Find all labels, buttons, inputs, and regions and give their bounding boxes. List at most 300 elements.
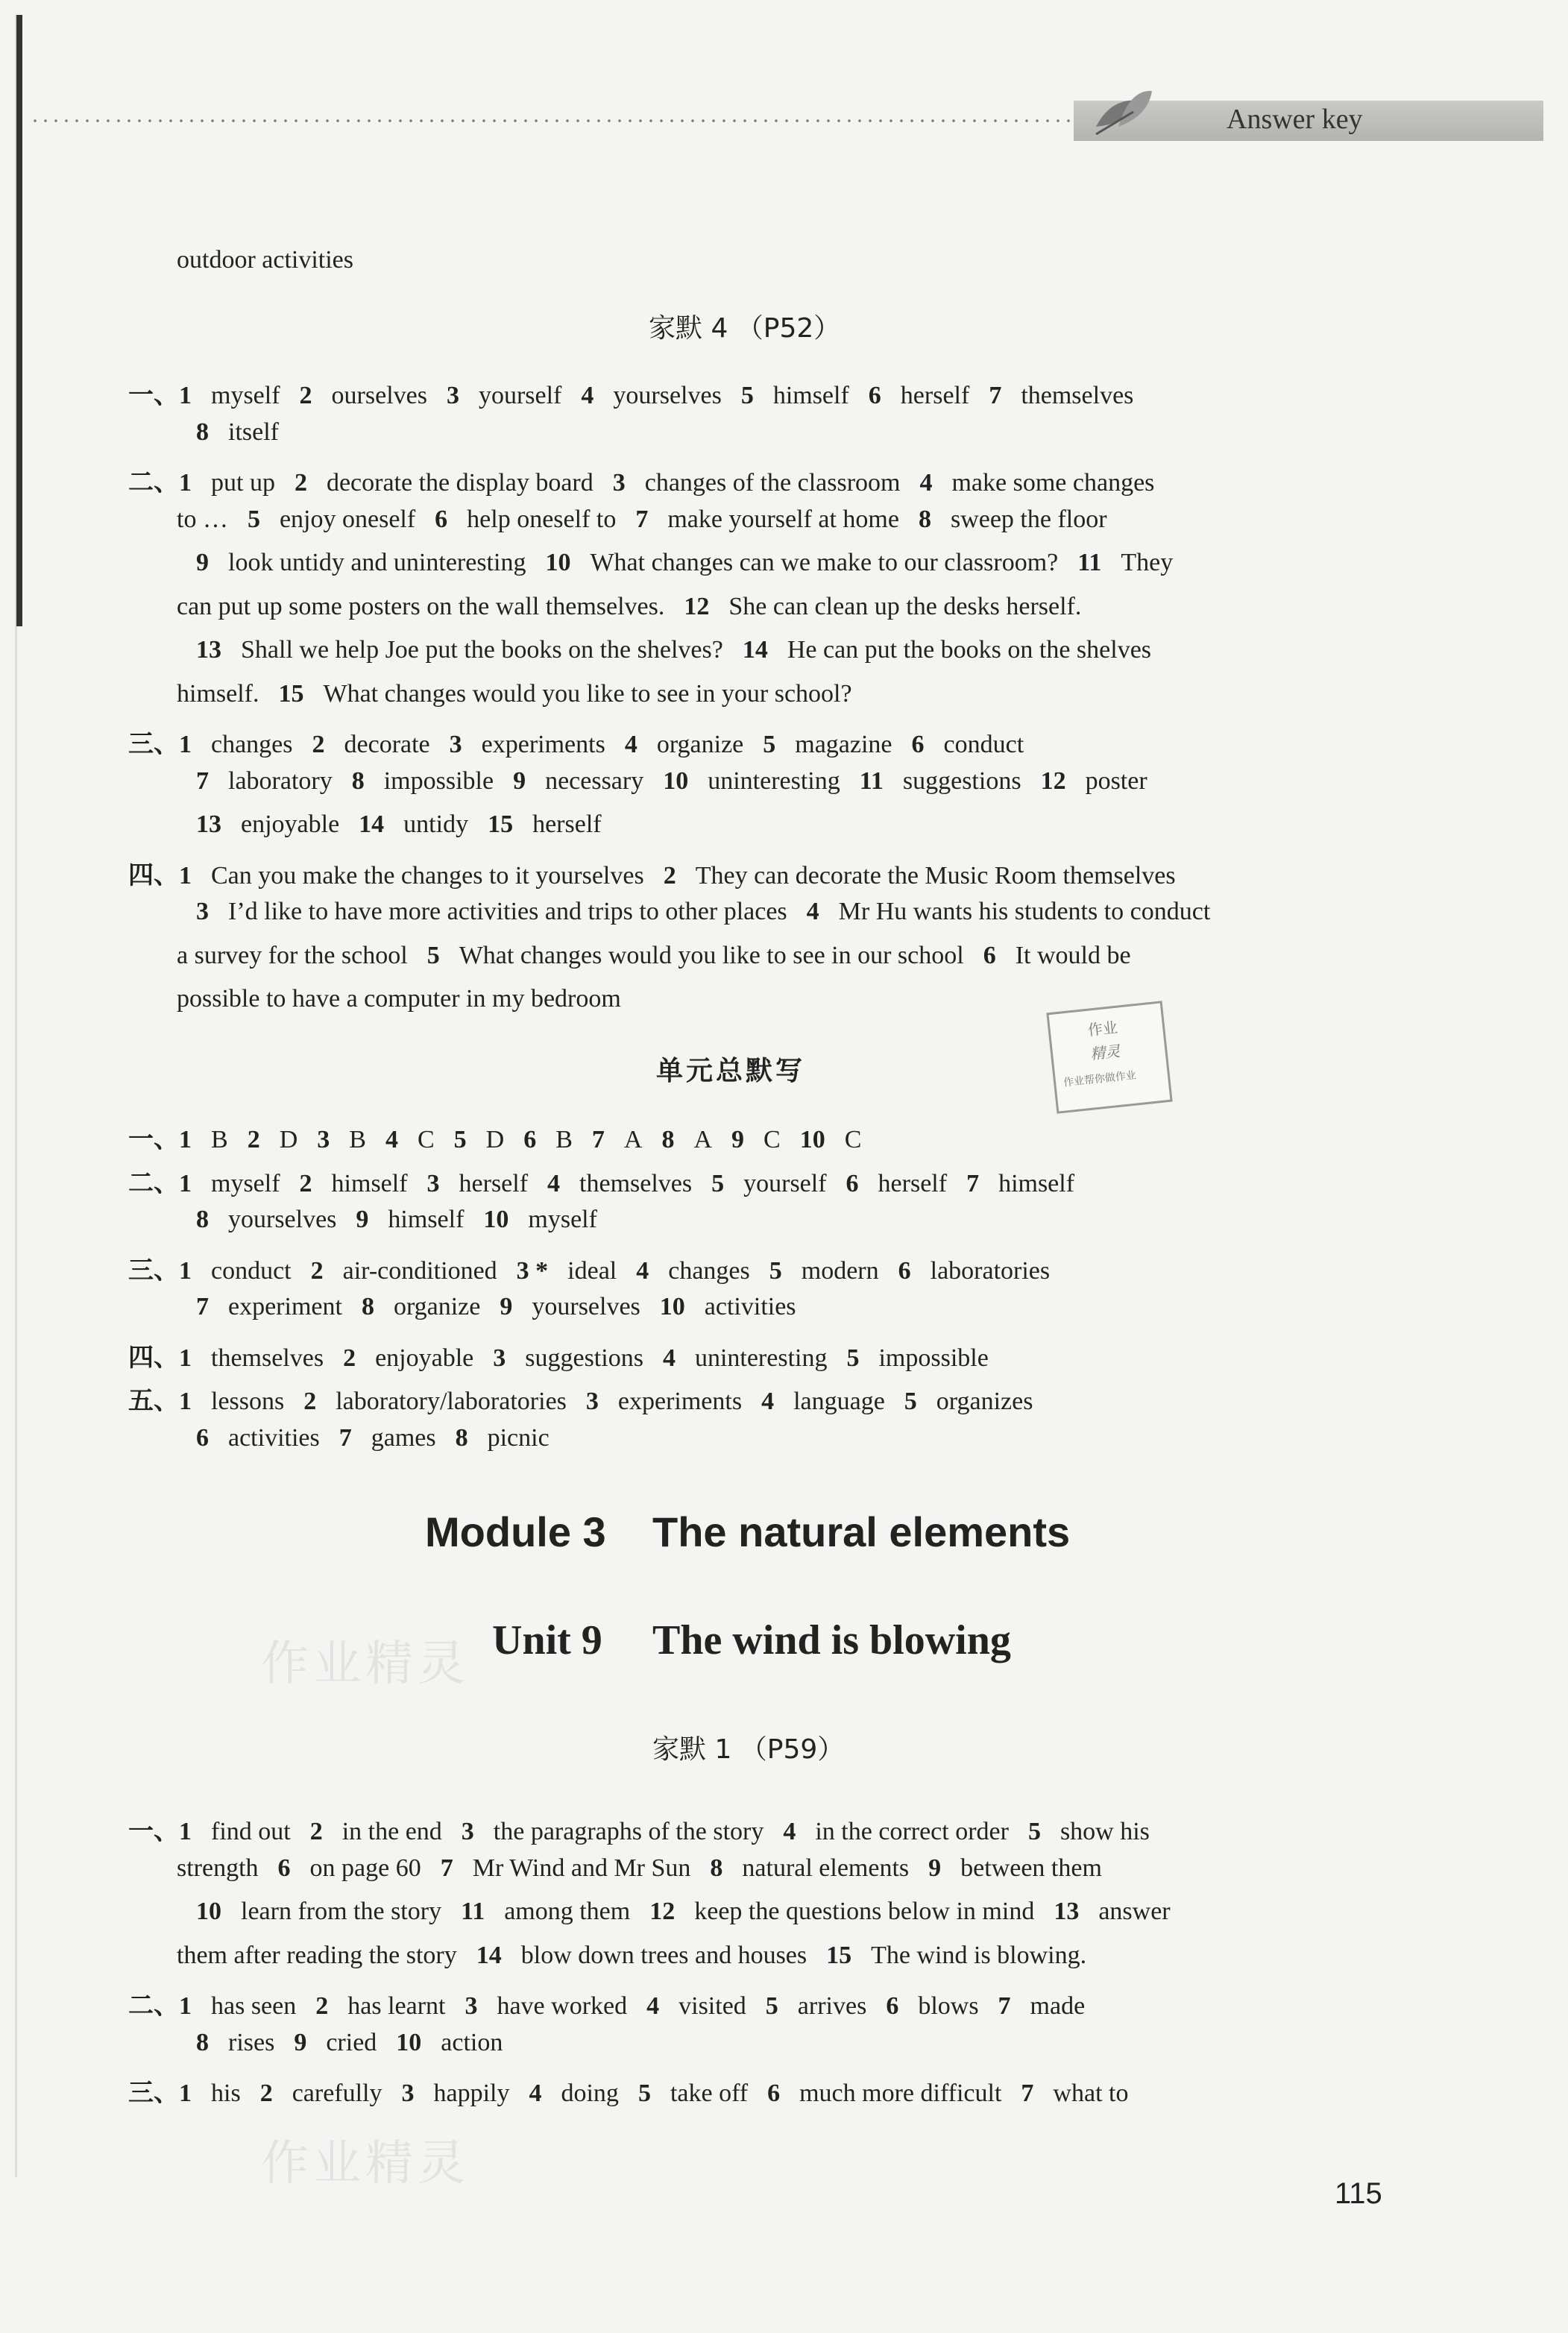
answer-number: 15 <box>826 1941 852 1969</box>
answer-text: uninteresting <box>694 1344 828 1372</box>
module-label: Module 3 <box>425 1508 606 1555</box>
answer-number: 7 <box>196 1293 209 1320</box>
answer-line <box>128 2072 1128 2109</box>
answer-text: to … <box>177 505 228 533</box>
answer-text: rises <box>228 2028 275 2056</box>
answer-text: It would be <box>1015 941 1131 969</box>
answer-text: B <box>211 1126 228 1153</box>
answer-text: themselves <box>1021 382 1134 409</box>
answer-text: changes <box>211 731 293 758</box>
answer-text: make yourself at home <box>667 505 899 533</box>
answer-text: Mr Hu wants his students to conduct <box>838 898 1211 925</box>
answer-text: C <box>417 1126 435 1153</box>
answer-number: 4 <box>385 1126 398 1153</box>
answer-number: 7 <box>339 1423 352 1452</box>
answer-text: can put up some posters on the wall themselves. <box>177 592 665 620</box>
answer-text: activities <box>228 1423 320 1452</box>
section-title-1: 家默 4 （P52） <box>649 313 841 344</box>
answer-text: games <box>371 1423 436 1452</box>
answer-number: 10 <box>663 766 689 795</box>
answer-number: 6 <box>523 1126 537 1153</box>
answer-number: 3 <box>612 469 626 497</box>
answer-number: 10 <box>196 1898 221 1925</box>
answer-text: decorate the display board <box>326 469 593 497</box>
answer-text: make some changes <box>951 469 1155 497</box>
answer-text: arrives <box>797 1992 867 2020</box>
answer-text: Mr Wind and Mr Sun <box>472 1854 691 1882</box>
answer-number: 12 <box>684 592 710 620</box>
answer-text: myself <box>211 382 280 409</box>
section-title-2: 单元总默写 <box>656 1056 806 1086</box>
answer-line <box>177 680 852 708</box>
answer-text: put up <box>211 469 275 497</box>
answer-number: 4 <box>783 1818 796 1845</box>
answer-text: suggestions <box>902 766 1021 795</box>
answer-text: herself <box>878 1169 948 1197</box>
answer-number: 5 <box>1027 1818 1041 1845</box>
answer-text: look untidy and uninteresting <box>228 549 526 576</box>
answer-number: 6 <box>846 1169 859 1197</box>
answer-text: himself <box>331 1169 408 1197</box>
answer-number: 2 <box>343 1344 356 1372</box>
answer-number: 7 <box>196 766 209 795</box>
answer-text: learn from the story <box>241 1898 442 1925</box>
answer-number: 14 <box>742 636 768 664</box>
answer-line <box>128 1337 989 1373</box>
stamp-text: 作业帮你做作业 <box>1062 1069 1137 1089</box>
answer-text: organize <box>393 1293 481 1320</box>
answer-number: 6 <box>277 1854 291 1882</box>
answer-text: The wind is blowing. <box>871 1941 1087 1969</box>
answer-line <box>128 1118 861 1155</box>
answer-text: blows <box>918 1992 979 2020</box>
answer-number: 13 <box>196 636 221 664</box>
answer-text: yourselves <box>613 382 722 409</box>
answer-number: 1 <box>179 2079 192 2107</box>
question-group-label: 四、 <box>128 861 179 890</box>
answer-number: 5 <box>765 1992 778 2020</box>
answer-number: 3 <box>449 731 462 758</box>
page-number: 115 <box>1335 2177 1382 2210</box>
answer-number: 14 <box>359 810 385 838</box>
answer-text: itself <box>228 418 279 446</box>
answer-text: suggestions <box>525 1344 643 1372</box>
answer-line <box>177 1293 796 1321</box>
answer-number: 4 <box>806 898 819 925</box>
answer-text: much more difficult <box>799 2079 1002 2107</box>
question-group-label: 二、 <box>128 1169 179 1197</box>
answer-text: in the end <box>341 1818 442 1845</box>
watermark: 作业精灵 <box>261 2136 470 2191</box>
answer-text: B <box>555 1126 573 1153</box>
answer-number: 3 <box>493 1344 506 1372</box>
answer-text: lessons <box>211 1388 285 1415</box>
watermark: 作业精灵 <box>261 1637 470 1692</box>
answer-number: 8 <box>196 2028 209 2056</box>
answer-text: He can put the books on the shelves <box>787 636 1152 664</box>
answer-number: 1 <box>179 731 192 758</box>
answer-text: yourself <box>743 1169 827 1197</box>
answer-text: myself <box>211 1169 280 1197</box>
answer-number: 4 <box>662 1344 676 1372</box>
answer-number: 7 <box>591 1126 605 1153</box>
stamp-text: 精灵 <box>1089 1042 1121 1063</box>
answer-number: 1 <box>179 1992 192 2020</box>
answer-line <box>177 942 1131 970</box>
answer-number: 4 <box>636 1256 649 1285</box>
answer-number: 2 <box>310 1256 324 1285</box>
answer-text: sweep the floor <box>950 505 1107 533</box>
answer-number: 5 <box>763 731 776 758</box>
answer-number: 6 <box>868 382 881 409</box>
answer-text: ideal <box>567 1256 617 1285</box>
answer-number: 3 <box>401 2079 415 2107</box>
answer-text: laboratory <box>228 766 333 795</box>
answer-text: poster <box>1085 766 1147 795</box>
answer-text: carefully <box>292 2079 382 2107</box>
answer-number: 14 <box>476 1941 502 1969</box>
answer-number: 8 <box>196 1206 209 1233</box>
answer-text: enjoy oneself <box>279 505 416 533</box>
answer-text: experiments <box>481 731 605 758</box>
answer-number: 3 <box>461 1818 474 1845</box>
question-group-label: 四、 <box>128 1344 179 1372</box>
answer-line <box>177 810 602 839</box>
answer-text: ourselves <box>331 382 427 409</box>
answer-text: them after reading the story <box>177 1941 457 1969</box>
answer-line <box>177 985 621 1013</box>
answer-number: 9 <box>294 2028 307 2056</box>
answer-number: 7 <box>1021 2079 1034 2107</box>
answer-number: 5 <box>637 2079 651 2107</box>
answer-line <box>128 1380 1033 1417</box>
answer-number: 1 <box>179 1256 192 1285</box>
answer-number: 2 <box>299 1169 312 1197</box>
answer-text: himself <box>388 1206 465 1233</box>
answer-number: 4 <box>919 469 933 497</box>
unit-title: The wind is blowing <box>652 1617 1011 1663</box>
answer-text: in the correct order <box>815 1818 1009 1845</box>
answer-text: take off <box>670 2079 749 2107</box>
answer-line <box>128 854 1176 891</box>
answer-line <box>177 2029 503 2057</box>
question-group-label: 一、 <box>128 1818 179 1845</box>
answer-text: cried <box>326 2028 377 2056</box>
answer-text: air-conditioned <box>342 1256 497 1285</box>
answer-number: 12 <box>1040 766 1066 795</box>
answer-text: enjoyable <box>375 1344 474 1372</box>
intro-text: outdoor activities <box>177 246 354 274</box>
answer-number: 1 <box>179 1344 192 1372</box>
answer-number: 6 <box>898 1256 911 1285</box>
question-group-label: 二、 <box>128 469 179 497</box>
answer-text: impossible <box>383 766 494 795</box>
answer-number: 6 <box>196 1423 209 1452</box>
answer-number: 6 <box>886 1992 899 2020</box>
answer-text: experiment <box>228 1293 342 1320</box>
answer-number: 2 <box>294 469 307 497</box>
answer-text: They <box>1121 549 1174 576</box>
answer-text: the paragraphs of the story <box>493 1818 764 1845</box>
question-group-label: 五、 <box>128 1388 179 1415</box>
answer-line <box>177 506 1107 534</box>
answer-number: 8 <box>918 505 931 533</box>
answer-number: 13 <box>1054 1898 1080 1925</box>
unit-label: Unit 9 <box>492 1617 602 1663</box>
answer-number: 4 <box>547 1169 561 1197</box>
answer-number: 2 <box>247 1126 260 1153</box>
answer-line <box>177 767 1147 796</box>
answer-text: conduct <box>211 1256 292 1285</box>
answer-number: 8 <box>455 1423 468 1452</box>
answer-text: between them <box>960 1854 1102 1882</box>
answer-text: what to <box>1053 2079 1129 2107</box>
answer-number: 1 <box>179 382 192 409</box>
answer-text: decorate <box>344 731 430 758</box>
answer-text: possible to have a computer in my bedroom <box>177 985 621 1013</box>
answer-number: 13 <box>196 810 221 838</box>
binding-edge <box>16 15 22 626</box>
answer-number: 5 <box>740 382 754 409</box>
answer-number: 8 <box>661 1126 675 1153</box>
answer-text: keep the questions below in mind <box>694 1898 1035 1925</box>
answer-number: 5 <box>426 941 440 969</box>
answer-text: organize <box>656 731 744 758</box>
answer-text: natural elements <box>742 1854 910 1882</box>
answer-text: themselves <box>579 1169 693 1197</box>
answer-text: help oneself to <box>467 505 617 533</box>
answer-line <box>177 1942 1086 1970</box>
answer-text: language <box>793 1388 885 1415</box>
answer-number: 15 <box>278 679 304 708</box>
answer-line <box>128 1162 1074 1199</box>
question-group-label: 二、 <box>128 1992 179 2020</box>
answer-number: 9 <box>196 549 209 576</box>
answer-text: changes of the classroom <box>644 469 901 497</box>
answer-line <box>177 549 1173 577</box>
answer-number: 1 <box>179 469 192 497</box>
answer-text: yourselves <box>228 1206 337 1233</box>
answer-number: 3 <box>465 1992 478 2020</box>
answer-text: visited <box>678 1992 746 2020</box>
answer-text: action <box>441 2028 503 2056</box>
answer-text: his <box>211 2079 241 2107</box>
answer-number: 6 <box>911 731 925 758</box>
answer-text: myself <box>528 1206 597 1233</box>
answer-number: 5 <box>247 505 260 533</box>
answer-text: herself <box>532 810 602 838</box>
answer-number: 11 <box>461 1898 485 1925</box>
answer-text: B <box>349 1126 366 1153</box>
answer-text: uninteresting <box>708 766 840 795</box>
stamp-logo <box>1046 1001 1172 1114</box>
answer-number: 9 <box>513 766 526 795</box>
answer-text: blow down trees and houses <box>520 1941 807 1969</box>
answer-text: strength <box>177 1854 259 1882</box>
answer-number: 4 <box>761 1388 775 1415</box>
answer-number: 15 <box>488 810 514 838</box>
answer-text: magazine <box>795 731 892 758</box>
answer-line <box>128 462 1154 498</box>
answer-line <box>177 1898 1171 1926</box>
answer-line <box>177 1854 1102 1883</box>
answer-line <box>128 374 1133 411</box>
answer-number: 3 <box>585 1388 599 1415</box>
answer-number: 5 <box>453 1126 467 1153</box>
header-title: Answer key <box>1227 104 1363 135</box>
section-title-3: 家默 1 （P59） <box>652 1734 845 1765</box>
answer-text: untidy <box>403 810 469 838</box>
answer-number: 2 <box>299 382 312 409</box>
answer-text: laboratories <box>930 1256 1051 1285</box>
answer-text: modern <box>801 1256 879 1285</box>
answer-number: 6 <box>435 505 448 533</box>
answer-text: yourselves <box>532 1293 640 1320</box>
answer-number: 4 <box>581 382 594 409</box>
answer-text: has learnt <box>347 1992 446 2020</box>
answer-number: 2 <box>663 861 676 890</box>
answer-text: C <box>844 1126 862 1153</box>
answer-text: herself <box>900 382 970 409</box>
answer-number: 5 <box>846 1344 860 1372</box>
answer-number: 2 <box>303 1388 317 1415</box>
answer-text: yourself <box>478 382 562 409</box>
answer-number: 2 <box>315 1992 329 2020</box>
answer-text: has seen <box>211 1992 297 2020</box>
answer-text: among them <box>504 1898 631 1925</box>
answer-number: 11 <box>859 766 884 795</box>
module-title: The natural elements <box>652 1508 1071 1555</box>
stamp-text: 作业 <box>1086 1018 1119 1039</box>
answer-number: 2 <box>259 2079 273 2107</box>
answer-number: 9 <box>500 1293 513 1320</box>
answer-number: 7 <box>440 1854 453 1882</box>
answer-text: made <box>1030 1992 1086 2020</box>
answer-line <box>128 1810 1150 1847</box>
answer-text: changes <box>668 1256 750 1285</box>
answer-number: 7 <box>635 505 649 533</box>
answer-number: 8 <box>351 766 365 795</box>
answer-text: experiments <box>617 1388 743 1415</box>
answer-text: She can clean up the desks herself. <box>728 592 1082 620</box>
answer-text: A <box>623 1126 643 1153</box>
answer-number: 6 <box>983 941 996 969</box>
answer-text: necessary <box>545 766 644 795</box>
answer-line <box>128 723 1024 760</box>
answer-number: 7 <box>989 382 1002 409</box>
answer-text: What changes can we make to our classroom? <box>590 549 1059 576</box>
answer-text: D <box>279 1126 298 1153</box>
answer-text: find out <box>211 1818 291 1845</box>
answer-number: 3 * <box>516 1256 549 1285</box>
answer-number: 1 <box>179 861 192 890</box>
answer-text: What changes would you like to see in our school <box>459 941 964 969</box>
answer-text: Shall we help Joe put the books on the shelves? <box>241 636 723 664</box>
answer-text: show his <box>1059 1818 1150 1845</box>
answer-number: 1 <box>179 1126 192 1153</box>
dotted-rule <box>30 119 1089 122</box>
leaf-icon <box>1089 82 1156 142</box>
answer-text: himself <box>772 382 849 409</box>
answer-text: C <box>763 1126 781 1153</box>
answer-number: 1 <box>179 1818 192 1845</box>
answer-number: 8 <box>361 1293 374 1320</box>
answer-text: herself <box>459 1169 529 1197</box>
answer-number: 10 <box>545 549 571 576</box>
answer-number: 7 <box>966 1169 980 1197</box>
answer-number: 11 <box>1077 549 1102 576</box>
answer-number: 12 <box>649 1898 676 1925</box>
answer-text: I’d like to have more activities and trips to other places <box>228 898 787 925</box>
answer-number: 4 <box>624 731 637 758</box>
answer-number: 10 <box>799 1126 825 1153</box>
answer-line <box>177 1424 550 1452</box>
answer-line <box>177 636 1151 664</box>
answer-text: doing <box>561 2079 619 2107</box>
answer-text: happily <box>433 2079 510 2107</box>
answer-number: 9 <box>731 1126 744 1153</box>
answer-number: 10 <box>396 2028 422 2056</box>
answer-number: 7 <box>998 1992 1011 2020</box>
answer-number: 3 <box>446 382 459 409</box>
answer-number: 1 <box>179 1169 192 1197</box>
answer-number: 4 <box>529 2079 542 2107</box>
answer-number: 3 <box>426 1169 440 1197</box>
answer-number: 1 <box>179 1388 192 1415</box>
answer-line <box>177 418 279 447</box>
answer-text: conduct <box>943 731 1024 758</box>
answer-line <box>128 1985 1085 2021</box>
answer-text: What changes would you like to see in your school? <box>323 679 852 708</box>
answer-number: 10 <box>483 1206 509 1233</box>
answer-text: themselves <box>211 1344 324 1372</box>
answer-text: himself <box>998 1169 1075 1197</box>
answer-text: activities <box>704 1293 796 1320</box>
answer-number: 8 <box>196 418 209 446</box>
question-group-label: 三、 <box>128 1256 179 1285</box>
answer-number: 2 <box>312 731 325 758</box>
answer-number: 3 <box>196 898 209 925</box>
answer-number: 3 <box>317 1126 330 1153</box>
answer-number: 8 <box>710 1854 723 1882</box>
answer-line <box>128 1250 1050 1286</box>
answer-number: 5 <box>904 1388 917 1415</box>
answer-text: answer <box>1098 1898 1171 1925</box>
answer-text: picnic <box>487 1423 550 1452</box>
answer-text: laboratory/laboratories <box>336 1388 567 1415</box>
answer-line <box>177 593 1081 621</box>
answer-text: Can you make the changes to it yourselves <box>211 861 644 890</box>
answer-number: 5 <box>769 1256 782 1285</box>
question-group-label: 三、 <box>128 2079 179 2107</box>
answer-text: have worked <box>497 1992 628 2020</box>
question-group-label: 三、 <box>128 731 179 758</box>
answer-number: 9 <box>928 1854 942 1882</box>
answer-text: a survey for the school <box>177 941 408 969</box>
answer-text: enjoyable <box>241 810 340 838</box>
answer-text: impossible <box>878 1344 989 1372</box>
question-group-label: 一、 <box>128 1126 179 1153</box>
answer-text: on page 60 <box>309 1854 421 1882</box>
answer-number: 10 <box>659 1293 685 1320</box>
answer-text: A <box>693 1126 712 1153</box>
answer-text: himself. <box>177 679 259 708</box>
answer-line <box>177 1206 597 1234</box>
answer-text: D <box>485 1126 505 1153</box>
answer-text: organizes <box>936 1388 1033 1415</box>
answer-number: 6 <box>767 2079 781 2107</box>
answer-number: 4 <box>646 1992 660 2020</box>
